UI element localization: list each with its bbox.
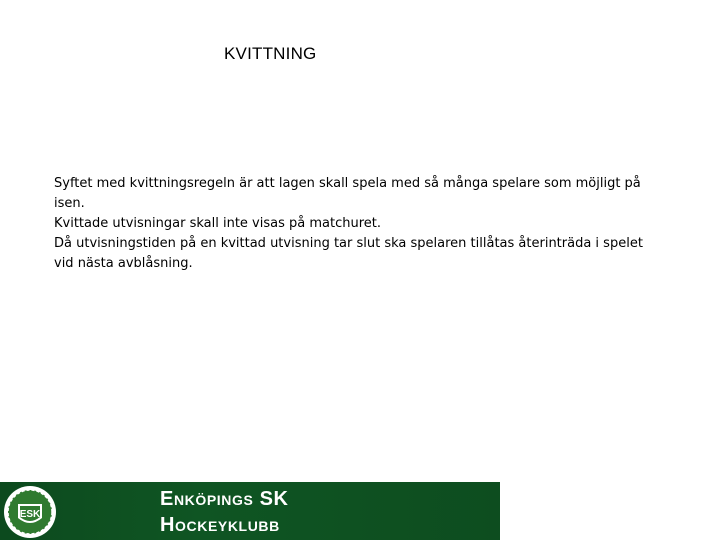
slide-title: KVITTNING	[224, 44, 317, 63]
body-paragraph: Då utvisningstiden på en kvittad utvisning tar slut ska spelaren tillåtas återinträda i spelet vid nästa avblåsning.	[54, 236, 643, 271]
club-name-line-2: Hockeyklubb	[160, 514, 280, 536]
club-name	[160, 486, 289, 538]
emblem-letters: ESK	[19, 509, 41, 520]
body-paragraph: Kvittade utvisningar skall inte visas på matchuret.	[54, 216, 381, 231]
body-paragraph: Syftet med kvittningsregeln är att lagen skall spela med så många spelare som möjligt på isen.	[54, 176, 641, 211]
club-banner	[0, 482, 500, 540]
slide-body	[54, 174, 654, 274]
club-name-line-1: Enköpings SK	[160, 488, 289, 510]
club-crest-icon	[2, 484, 58, 540]
